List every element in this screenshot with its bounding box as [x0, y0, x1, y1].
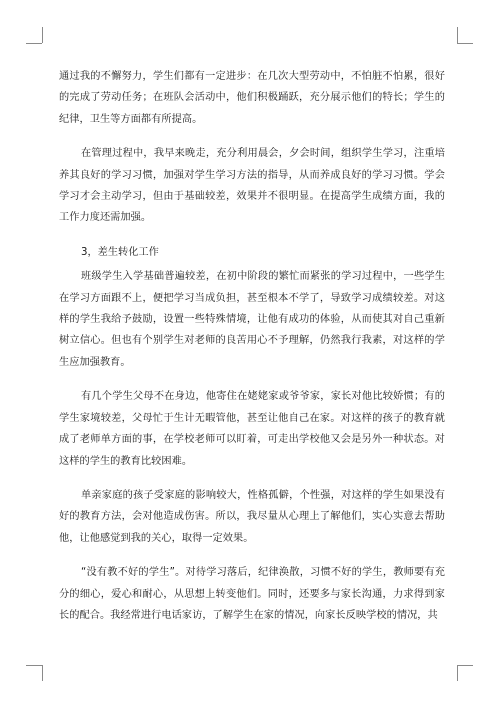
paragraph-single-parent: 单亲家庭的孩子受家庭的影响较大，性格孤僻，个性强，对这样的学生如果没有好的教育方法，会对他造成伤害。所以，我尽量从心理上了解他们，实心实意去帮助他，让他感觉到我的关心，取得一定效果。 [59, 489, 445, 544]
section-heading: 3，差生转化工作 [81, 246, 159, 258]
paragraph-absent-parents: 有几个学生父母不在身边，他寄住在姥姥家或爷爷家，家长对他比较娇惯；有的学生家境较差，父母忙于生计无暇管他，甚至让他自己在家。对这样的孩子的教育就成了老师单方面的事，在学校老师可以盯着，可走出学校他又会是另外一种状态。对这样的学生的教育比较困难。 [59, 391, 445, 467]
paragraph-weak-students: 班级学生入学基础普遍较差，在初中阶段的繁忙而紧张的学习过程中，一些学生在学习方面跟不上，便把学习当成负担，甚至根本不学了，导致学习成绩较差。对这样的学生我给予鼓励，设置一些特殊情境，让他有成功的体验，从而使其对自己重新树立信心。但也有个别学生对老师的良苦用心不予理解，仍然我行我素，对这样的学生应加强教育。 [59, 271, 445, 368]
paragraph-no-bad-students: “没有教不好的学生”。对待学习落后，纪律涣散，习惯不好的学生，教师要有充分的细心，爱心和耐心，从思想上转变他们。同时，还要多与家长沟通，力求得到家长的配合。我经常进行电话家访，了解学生在家的情况，向家长反映学校的情况，共 [59, 567, 445, 621]
paragraph-progress: 通过我的不懈努力，学生们都有一定进步：在几次大型劳动中，不怕脏不怕累，很好的完成了劳动任务；在班队会活动中，他们积极踊跃，充分展示他们的特长；学生的纪律，卫生等方面都有所提高。 [59, 71, 445, 125]
document-body [59, 66, 445, 639]
paragraph-management: 在管理过程中，我早来晚走，充分利用晨会，夕会时间，组织学生学习，注重培养其良好的学习习惯，加强对学生学习方法的指导，从而养成良好的学习习惯。学会学习才会主动学习，但由于基础较差，效果并不很明显。在提高学生成绩方面，我的工作力度还需加强。 [59, 148, 445, 224]
